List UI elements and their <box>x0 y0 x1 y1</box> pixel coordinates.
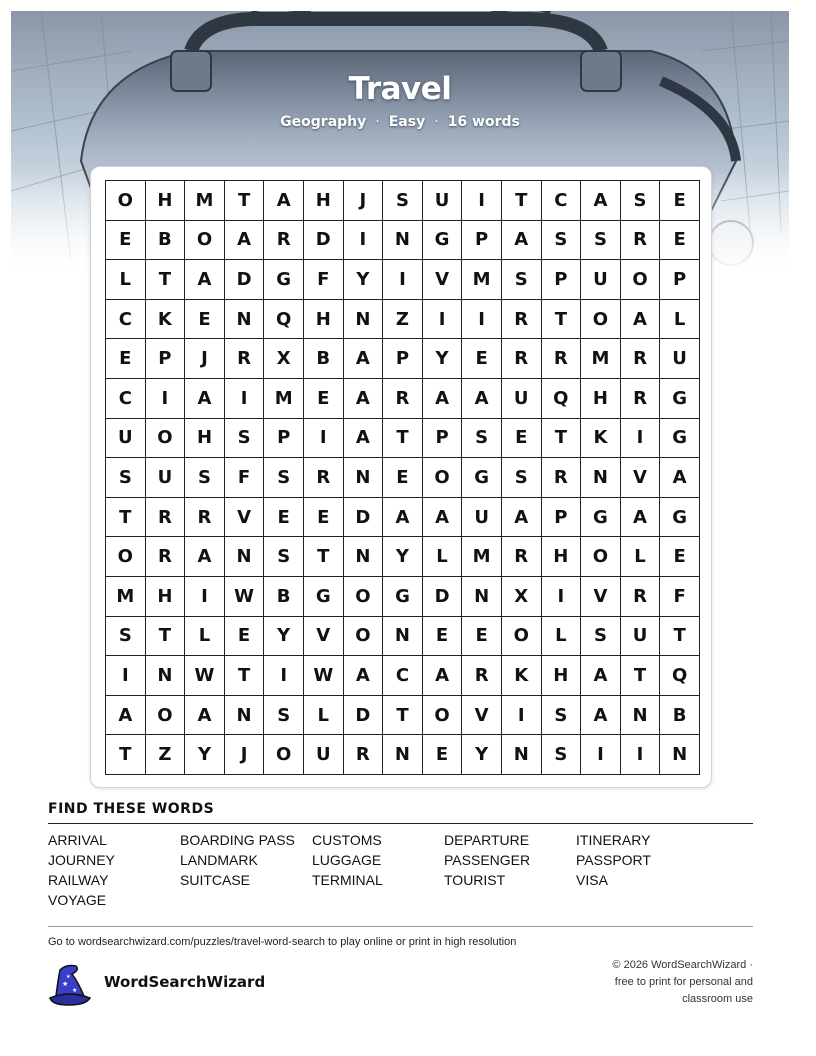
grid-cell[interactable]: S <box>264 458 304 498</box>
grid-cell[interactable]: G <box>660 498 700 538</box>
grid-cell[interactable]: F <box>304 260 344 300</box>
grid-cell[interactable]: R <box>383 379 423 419</box>
grid-cell[interactable]: O <box>581 300 621 340</box>
grid-cell[interactable]: T <box>542 419 582 459</box>
grid-cell[interactable]: G <box>383 577 423 617</box>
grid-cell[interactable]: G <box>462 458 502 498</box>
puzzle-card <box>90 166 712 788</box>
grid-cell[interactable]: F <box>660 577 700 617</box>
grid-cell[interactable]: G <box>264 260 304 300</box>
grid-cell[interactable]: H <box>304 181 344 221</box>
grid-cell[interactable]: T <box>502 181 542 221</box>
word-item: PASSENGER <box>444 852 531 868</box>
grid-cell[interactable]: U <box>502 379 542 419</box>
grid-cell[interactable]: R <box>542 458 582 498</box>
grid-cell[interactable]: V <box>225 498 265 538</box>
grid-cell[interactable]: C <box>106 300 146 340</box>
grid-cell[interactable]: J <box>344 181 384 221</box>
word-item: TERMINAL <box>312 872 383 888</box>
grid-cell[interactable]: A <box>185 696 225 736</box>
grid-cell[interactable]: O <box>106 537 146 577</box>
grid-cell[interactable]: T <box>304 537 344 577</box>
grid-cell[interactable]: U <box>106 419 146 459</box>
difficulty-label: Easy <box>388 114 426 130</box>
grid-cell[interactable]: O <box>344 577 384 617</box>
word-item: SUITCASE <box>180 872 251 888</box>
grid-cell[interactable]: S <box>621 181 661 221</box>
grid-cell[interactable]: N <box>146 656 186 696</box>
grid-cell[interactable]: P <box>146 339 186 379</box>
grid-cell[interactable]: I <box>462 181 502 221</box>
grid-cell[interactable]: R <box>146 498 186 538</box>
grid-cell[interactable]: G <box>423 221 463 261</box>
grid-cell[interactable]: A <box>106 696 146 736</box>
grid-cell[interactable]: B <box>264 577 304 617</box>
grid-cell[interactable]: I <box>264 656 304 696</box>
grid-cell[interactable]: V <box>304 617 344 657</box>
grid-cell[interactable]: M <box>462 260 502 300</box>
grid-cell[interactable]: A <box>462 379 502 419</box>
grid-cell[interactable]: E <box>264 498 304 538</box>
grid-cell[interactable]: I <box>106 656 146 696</box>
grid-cell[interactable]: H <box>304 300 344 340</box>
grid-cell[interactable]: P <box>542 260 582 300</box>
copyright-line: classroom use <box>682 993 753 1005</box>
grid-cell[interactable]: H <box>542 656 582 696</box>
grid-cell[interactable]: S <box>581 617 621 657</box>
grid-cell[interactable]: I <box>621 735 661 775</box>
grid-cell[interactable]: I <box>462 300 502 340</box>
wizard-hat-icon <box>46 962 92 1006</box>
word-count-label: 16 words <box>447 114 520 130</box>
grid-cell[interactable]: A <box>264 181 304 221</box>
grid-cell[interactable]: L <box>185 617 225 657</box>
grid-cell[interactable]: R <box>304 458 344 498</box>
word-item: ARRIVAL <box>48 832 107 848</box>
grid-cell[interactable]: B <box>660 696 700 736</box>
grid-cell[interactable]: Q <box>264 300 304 340</box>
grid-cell[interactable]: A <box>185 537 225 577</box>
grid-cell[interactable]: E <box>462 339 502 379</box>
letter-grid <box>105 180 700 775</box>
grid-cell[interactable]: A <box>621 300 661 340</box>
word-item: CUSTOMS <box>312 832 382 848</box>
grid-cell[interactable]: E <box>304 379 344 419</box>
grid-cell[interactable]: M <box>264 379 304 419</box>
grid-cell[interactable]: N <box>502 735 542 775</box>
grid-cell[interactable]: U <box>621 617 661 657</box>
svg-text:★: ★ <box>62 980 69 988</box>
grid-cell[interactable]: T <box>106 735 146 775</box>
grid-cell[interactable]: R <box>542 339 582 379</box>
word-item: TOURIST <box>444 872 506 888</box>
grid-cell[interactable]: C <box>106 379 146 419</box>
word-item: RAILWAY <box>48 872 109 888</box>
grid-cell[interactable]: D <box>225 260 265 300</box>
grid-cell[interactable]: Y <box>423 339 463 379</box>
grid-cell[interactable]: O <box>581 537 621 577</box>
grid-cell[interactable]: A <box>502 221 542 261</box>
grid-cell[interactable]: K <box>502 656 542 696</box>
grid-cell[interactable]: G <box>660 379 700 419</box>
grid-cell[interactable]: N <box>225 537 265 577</box>
grid-cell[interactable]: U <box>581 260 621 300</box>
grid-cell[interactable]: S <box>542 696 582 736</box>
grid-cell[interactable]: X <box>502 577 542 617</box>
word-item: VISA <box>576 872 608 888</box>
grid-cell[interactable]: W <box>225 577 265 617</box>
grid-cell[interactable]: D <box>344 696 384 736</box>
grid-cell[interactable]: Y <box>344 260 384 300</box>
grid-cell[interactable]: C <box>383 656 423 696</box>
grid-cell[interactable]: A <box>344 419 384 459</box>
grid-cell[interactable]: E <box>106 339 146 379</box>
grid-cell[interactable]: H <box>146 181 186 221</box>
grid-cell[interactable]: A <box>581 696 621 736</box>
grid-cell[interactable]: H <box>185 419 225 459</box>
grid-cell[interactable]: R <box>146 537 186 577</box>
grid-cell[interactable]: V <box>581 577 621 617</box>
grid-cell[interactable]: N <box>225 696 265 736</box>
grid-cell[interactable]: A <box>423 379 463 419</box>
grid-cell[interactable]: H <box>542 537 582 577</box>
grid-cell[interactable]: T <box>542 300 582 340</box>
grid-cell[interactable]: E <box>423 617 463 657</box>
play-online-link[interactable]: Go to wordsearchwizard.com/puzzles/travel-word-search to play online or print in high resolution <box>48 936 517 948</box>
grid-cell[interactable]: L <box>542 617 582 657</box>
grid-cell[interactable]: E <box>660 181 700 221</box>
grid-cell[interactable]: H <box>146 577 186 617</box>
grid-cell[interactable]: S <box>502 458 542 498</box>
grid-cell[interactable]: U <box>304 735 344 775</box>
word-item: ITINERARY <box>576 832 651 848</box>
grid-cell[interactable]: K <box>581 419 621 459</box>
grid-cell[interactable]: I <box>581 735 621 775</box>
grid-cell[interactable]: B <box>304 339 344 379</box>
grid-cell[interactable]: U <box>423 181 463 221</box>
grid-cell[interactable]: I <box>502 696 542 736</box>
grid-cell[interactable]: S <box>106 617 146 657</box>
grid-cell[interactable]: O <box>146 419 186 459</box>
grid-cell[interactable]: L <box>106 260 146 300</box>
grid-cell[interactable]: O <box>264 735 304 775</box>
grid-cell[interactable]: A <box>344 379 384 419</box>
grid-cell[interactable]: V <box>462 696 502 736</box>
grid-cell[interactable]: S <box>542 735 582 775</box>
grid-cell[interactable]: R <box>621 221 661 261</box>
grid-cell[interactable]: T <box>621 656 661 696</box>
grid-cell[interactable]: E <box>660 537 700 577</box>
grid-cell[interactable]: T <box>106 498 146 538</box>
grid-cell[interactable]: N <box>660 735 700 775</box>
grid-cell[interactable]: P <box>423 419 463 459</box>
grid-cell[interactable]: S <box>462 419 502 459</box>
grid-cell[interactable]: T <box>383 696 423 736</box>
grid-cell[interactable]: U <box>146 458 186 498</box>
grid-cell[interactable]: D <box>344 498 384 538</box>
grid-cell[interactable]: N <box>621 696 661 736</box>
grid-cell[interactable]: E <box>185 300 225 340</box>
grid-cell[interactable]: D <box>423 577 463 617</box>
grid-cell[interactable]: Y <box>264 617 304 657</box>
grid-cell[interactable]: E <box>423 735 463 775</box>
grid-cell[interactable]: I <box>542 577 582 617</box>
grid-cell[interactable]: R <box>621 577 661 617</box>
grid-cell[interactable]: P <box>462 221 502 261</box>
grid-cell[interactable]: R <box>225 339 265 379</box>
grid-cell[interactable]: F <box>225 458 265 498</box>
grid-cell[interactable]: Y <box>462 735 502 775</box>
grid-cell[interactable]: U <box>462 498 502 538</box>
grid-cell[interactable]: R <box>621 379 661 419</box>
brand-name: WordSearchWizard <box>104 973 266 991</box>
grid-cell[interactable]: S <box>542 221 582 261</box>
grid-cell[interactable]: Y <box>185 735 225 775</box>
grid-cell[interactable]: L <box>304 696 344 736</box>
grid-cell[interactable]: P <box>264 419 304 459</box>
grid-cell[interactable]: R <box>344 735 384 775</box>
grid-cell[interactable]: K <box>146 300 186 340</box>
grid-cell[interactable]: N <box>225 300 265 340</box>
word-item: DEPARTURE <box>444 832 530 848</box>
grid-cell[interactable]: S <box>264 537 304 577</box>
grid-cell[interactable]: R <box>502 339 542 379</box>
copyright-line: free to print for personal and <box>614 976 753 988</box>
grid-cell[interactable]: G <box>304 577 344 617</box>
grid-cell[interactable]: T <box>383 419 423 459</box>
grid-cell[interactable]: E <box>502 419 542 459</box>
grid-cell[interactable]: O <box>502 617 542 657</box>
grid-cell[interactable]: S <box>225 419 265 459</box>
grid-cell[interactable]: N <box>344 537 384 577</box>
grid-cell[interactable]: N <box>383 735 423 775</box>
grid-cell[interactable]: T <box>146 260 186 300</box>
grid-cell[interactable]: N <box>383 221 423 261</box>
meta-separator: · <box>434 114 439 130</box>
grid-cell[interactable]: T <box>225 656 265 696</box>
grid-cell[interactable]: S <box>106 458 146 498</box>
grid-cell[interactable]: A <box>423 498 463 538</box>
grid-cell[interactable]: B <box>146 221 186 261</box>
divider <box>48 926 753 927</box>
grid-cell[interactable]: P <box>542 498 582 538</box>
grid-cell[interactable]: Q <box>542 379 582 419</box>
grid-cell[interactable]: I <box>621 419 661 459</box>
svg-text:★: ★ <box>72 987 78 994</box>
grid-cell[interactable]: R <box>462 656 502 696</box>
grid-cell[interactable]: J <box>185 339 225 379</box>
puzzle-meta <box>11 114 789 130</box>
grid-cell[interactable]: O <box>344 617 384 657</box>
grid-cell[interactable]: I <box>146 379 186 419</box>
grid-cell[interactable]: E <box>462 617 502 657</box>
grid-cell[interactable]: I <box>423 300 463 340</box>
grid-cell[interactable]: A <box>185 260 225 300</box>
grid-cell[interactable]: L <box>423 537 463 577</box>
grid-cell[interactable]: A <box>344 656 384 696</box>
grid-cell[interactable]: S <box>502 260 542 300</box>
grid-cell[interactable]: Y <box>383 537 423 577</box>
grid-cell[interactable]: E <box>225 617 265 657</box>
word-item: LUGGAGE <box>312 852 382 868</box>
grid-cell[interactable]: N <box>581 458 621 498</box>
grid-cell[interactable]: A <box>581 656 621 696</box>
grid-cell[interactable]: T <box>660 617 700 657</box>
grid-cell[interactable]: R <box>502 300 542 340</box>
grid-cell[interactable]: A <box>185 379 225 419</box>
word-item: VOYAGE <box>48 892 107 908</box>
grid-cell[interactable]: Q <box>660 656 700 696</box>
grid-cell[interactable]: G <box>581 498 621 538</box>
meta-separator: · <box>375 114 380 130</box>
grid-cell[interactable]: O <box>423 458 463 498</box>
grid-cell[interactable]: G <box>660 419 700 459</box>
grid-cell[interactable]: E <box>383 458 423 498</box>
word-item: JOURNEY <box>48 852 115 868</box>
grid-cell[interactable]: L <box>621 537 661 577</box>
grid-cell[interactable]: O <box>423 696 463 736</box>
page-title: Travel <box>348 71 452 107</box>
grid-cell[interactable]: A <box>502 498 542 538</box>
grid-cell[interactable]: T <box>225 181 265 221</box>
grid-cell[interactable]: W <box>304 656 344 696</box>
grid-cell[interactable]: A <box>621 498 661 538</box>
grid-cell[interactable]: O <box>621 260 661 300</box>
grid-cell[interactable]: A <box>383 498 423 538</box>
grid-cell[interactable]: A <box>660 458 700 498</box>
grid-cell[interactable]: U <box>660 339 700 379</box>
word-item: LANDMARK <box>180 852 258 868</box>
copyright-line: © 2026 WordSearchWizard · <box>612 959 753 971</box>
grid-cell[interactable]: S <box>383 181 423 221</box>
category-label: Geography <box>280 114 367 130</box>
grid-cell[interactable]: I <box>344 221 384 261</box>
grid-cell[interactable]: E <box>304 498 344 538</box>
grid-cell[interactable]: S <box>185 458 225 498</box>
word-list-heading: FIND THESE WORDS <box>48 801 215 817</box>
grid-cell[interactable]: N <box>462 577 502 617</box>
grid-cell[interactable]: A <box>423 656 463 696</box>
grid-cell[interactable]: A <box>581 181 621 221</box>
grid-cell[interactable]: W <box>185 656 225 696</box>
grid-cell[interactable]: O <box>106 181 146 221</box>
grid-cell[interactable]: I <box>185 577 225 617</box>
grid-cell[interactable]: E <box>106 221 146 261</box>
grid-cell[interactable]: T <box>146 617 186 657</box>
grid-cell[interactable]: J <box>225 735 265 775</box>
grid-cell[interactable]: M <box>581 339 621 379</box>
grid-cell[interactable]: L <box>660 300 700 340</box>
grid-cell[interactable]: P <box>383 339 423 379</box>
grid-cell[interactable]: V <box>423 260 463 300</box>
grid-cell[interactable]: I <box>383 260 423 300</box>
grid-cell[interactable]: N <box>344 458 384 498</box>
grid-cell[interactable]: C <box>542 181 582 221</box>
grid-cell[interactable]: M <box>106 577 146 617</box>
word-item: BOARDING PASS <box>180 832 295 848</box>
grid-cell[interactable]: R <box>264 221 304 261</box>
grid-cell[interactable]: Z <box>383 300 423 340</box>
grid-cell[interactable]: O <box>185 221 225 261</box>
svg-text:★: ★ <box>66 974 71 980</box>
grid-cell[interactable]: V <box>621 458 661 498</box>
grid-cell[interactable]: N <box>344 300 384 340</box>
grid-cell[interactable]: Z <box>146 735 186 775</box>
divider <box>48 823 753 824</box>
copyright-notice <box>533 957 753 1008</box>
grid-cell[interactable]: S <box>264 696 304 736</box>
grid-cell[interactable]: I <box>304 419 344 459</box>
grid-cell[interactable]: M <box>462 537 502 577</box>
word-list <box>48 832 753 912</box>
grid-cell[interactable]: N <box>383 617 423 657</box>
word-item: PASSPORT <box>576 852 651 868</box>
grid-cell[interactable]: D <box>304 221 344 261</box>
grid-cell[interactable]: X <box>264 339 304 379</box>
grid-cell[interactable]: M <box>185 181 225 221</box>
grid-cell[interactable]: R <box>185 498 225 538</box>
grid-cell[interactable]: P <box>660 260 700 300</box>
grid-cell[interactable]: A <box>344 339 384 379</box>
grid-cell[interactable]: A <box>225 221 265 261</box>
grid-cell[interactable]: R <box>621 339 661 379</box>
grid-cell[interactable]: S <box>581 221 621 261</box>
grid-cell[interactable]: H <box>581 379 621 419</box>
grid-cell[interactable]: R <box>502 537 542 577</box>
grid-cell[interactable]: E <box>660 221 700 261</box>
grid-cell[interactable]: I <box>225 379 265 419</box>
grid-cell[interactable]: O <box>146 696 186 736</box>
